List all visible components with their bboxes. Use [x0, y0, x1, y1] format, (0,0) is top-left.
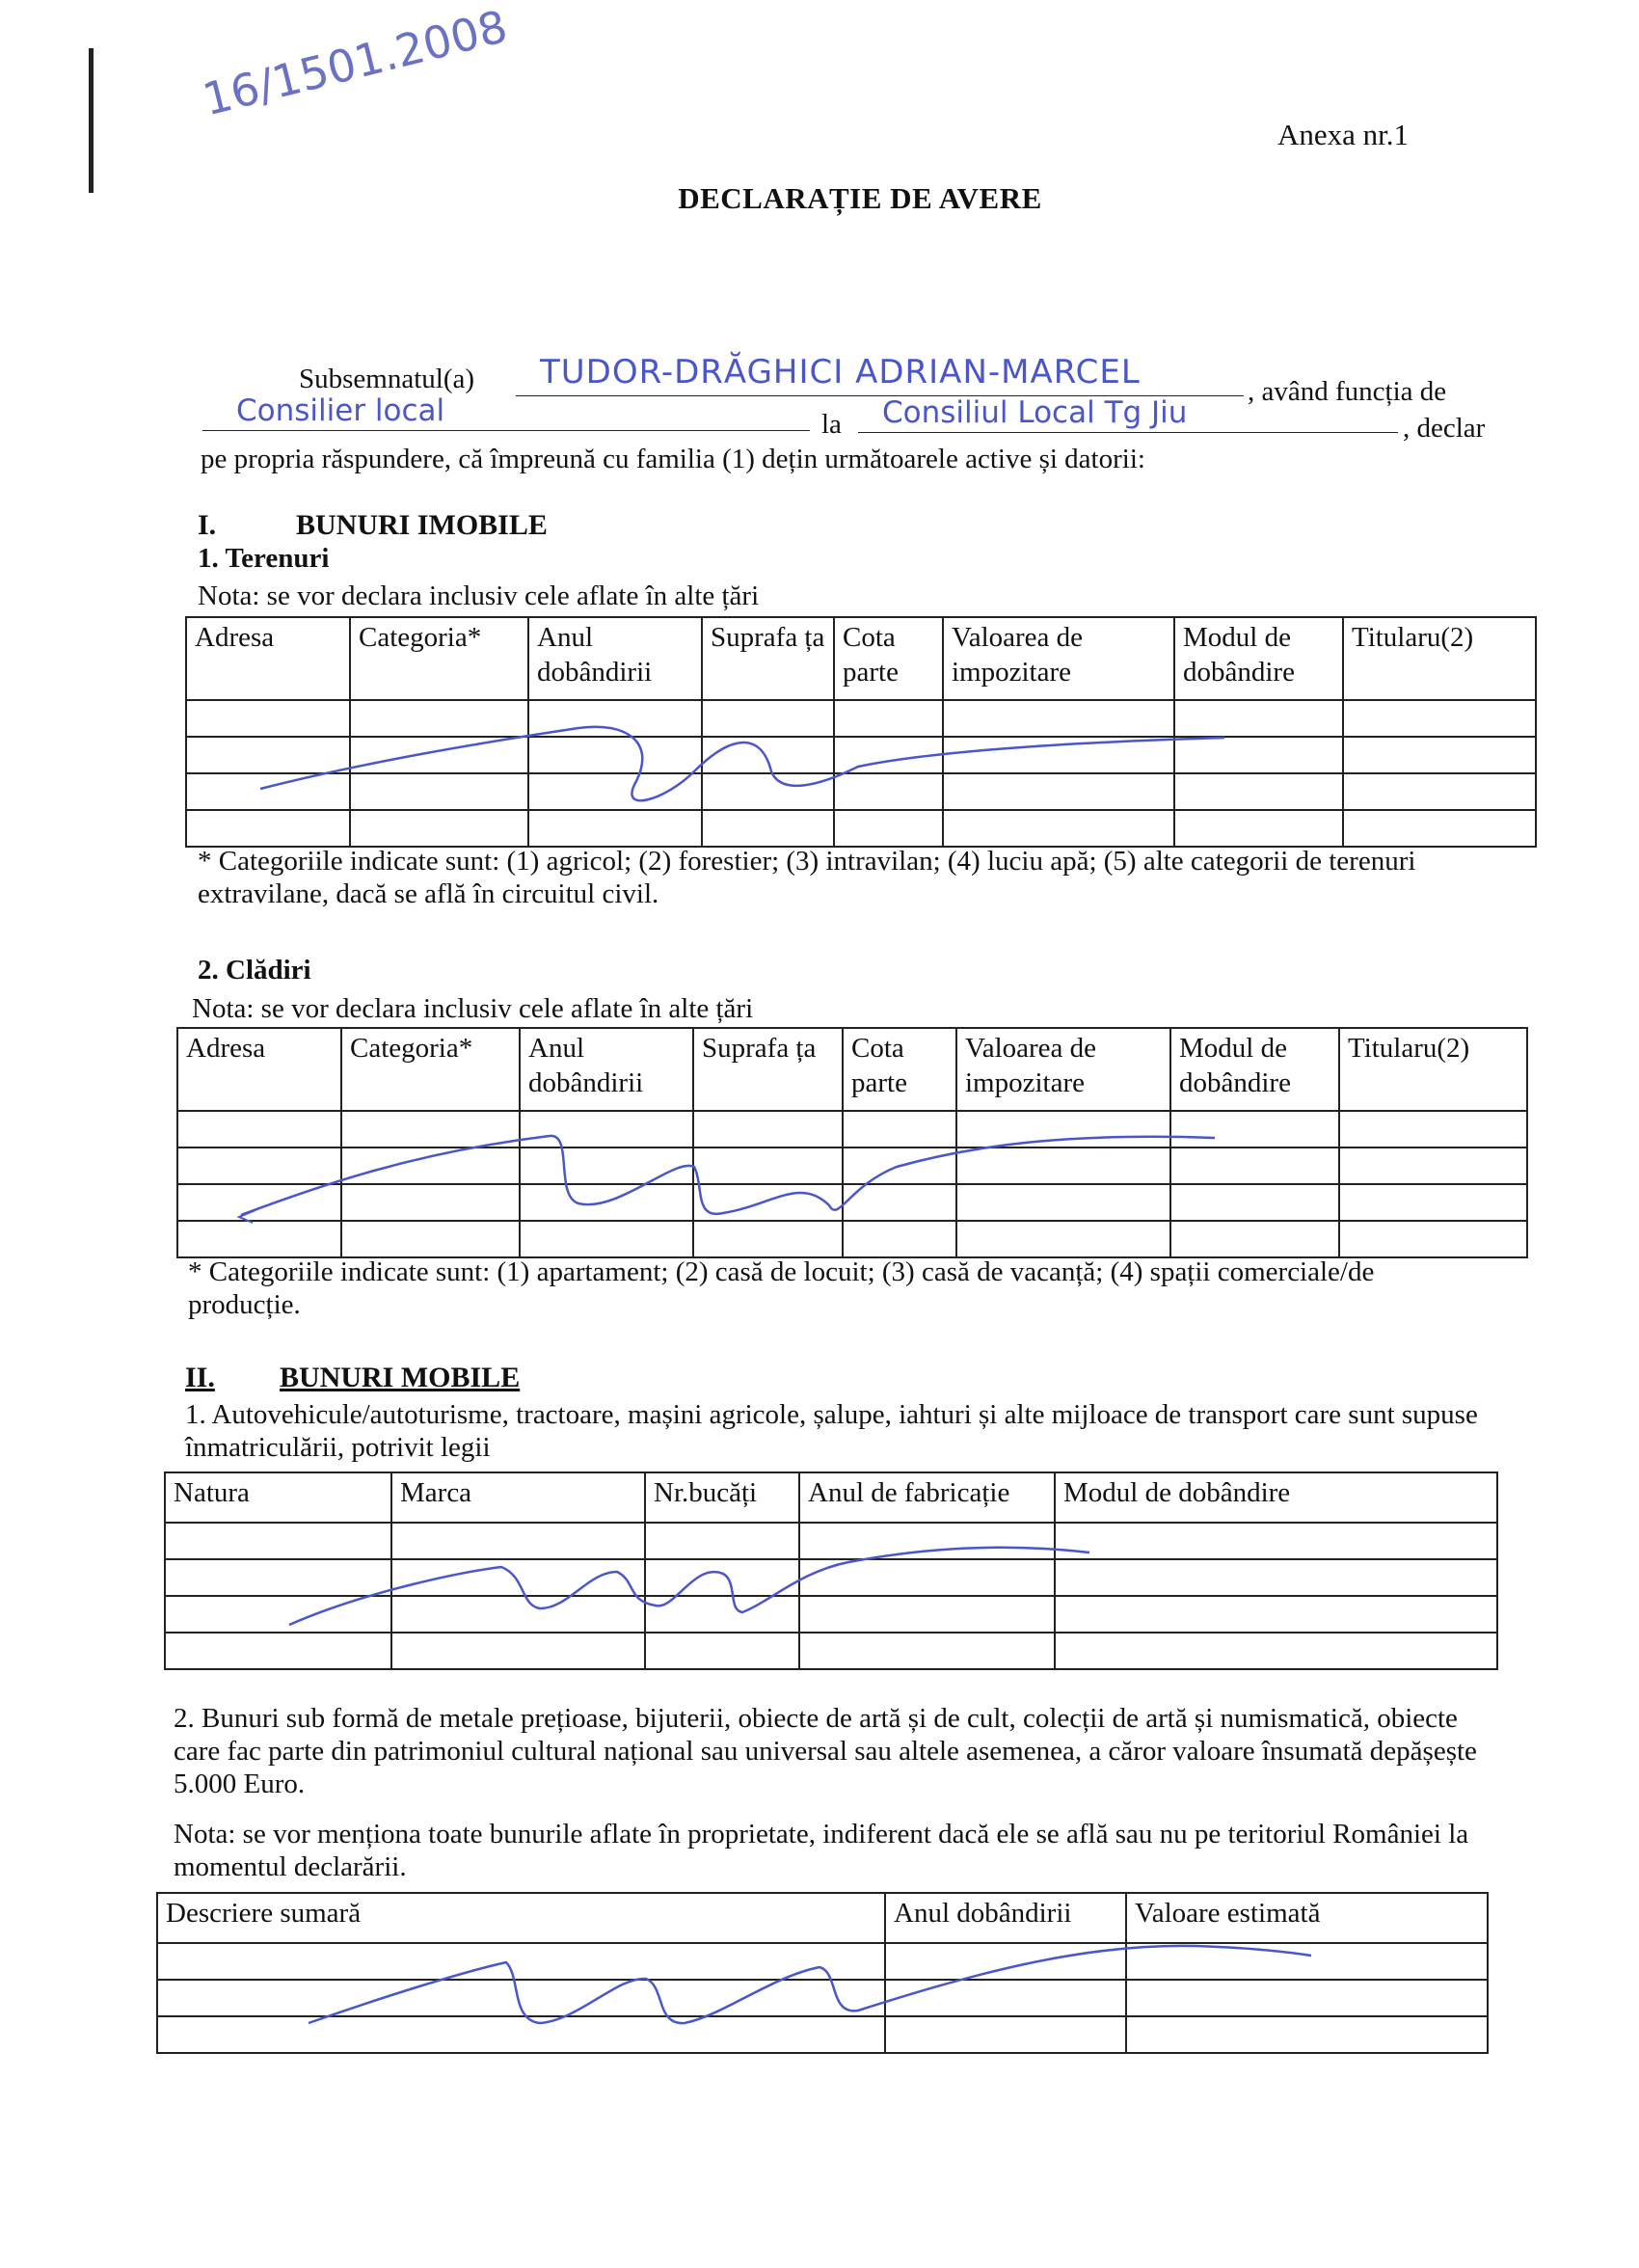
declar-label: , declar	[1403, 413, 1486, 444]
section2-number: II.	[185, 1362, 215, 1393]
col-modul-dobandire: Modul de dobândire	[1055, 1472, 1497, 1523]
institution-value: Consiliul Local Tg Jiu	[882, 395, 1188, 430]
avand-label: , având funcția de	[1248, 376, 1447, 407]
statement: pe propria răspundere, că împreună cu familia (1) dețin următoarele active și datorii:	[201, 444, 1145, 474]
section1-number: I.	[198, 509, 217, 541]
vehicule-title: 1. Autovehicule/autoturisme, tractoare, mașini agricole, șalupe, iahturi și alte mijloace de transport care sunt supuse înmatriculării, potrivit legii	[185, 1399, 1478, 1463]
name-value: TUDOR-DRĂGHICI ADRIAN-MARCEL	[540, 353, 1141, 392]
col-suprafata: Suprafa ța	[693, 1028, 843, 1111]
col-modul: Modul de dobândire	[1170, 1028, 1339, 1111]
col-categoria: Categoria*	[350, 617, 528, 700]
col-cota: Cota parte	[843, 1028, 956, 1111]
section2-title: BUNURI MOBILE	[280, 1362, 521, 1393]
col-valoarea: Valoarea de impozitare	[943, 617, 1174, 700]
col-modul: Modul de dobândire	[1174, 617, 1343, 700]
function-value: Consilier local	[236, 393, 445, 428]
col-adresa: Adresa	[177, 1028, 341, 1111]
terenuri-note: Nota: se vor declara inclusiv cele aflate în alte țări	[198, 580, 760, 611]
col-anul: Anul dobândirii	[528, 617, 702, 700]
col-nr-bucati: Nr.bucăți	[645, 1472, 799, 1523]
bunuri-title: 2. Bunuri sub formă de metale prețioase, bijuterii, obiecte de artă și de cult, colecții de artă și numismatică, obiecte care fac parte din patrimoniul cultural național sau universal sau altele asemenea, a căror valoare însumată depășește 5.000 Euro.	[174, 1703, 1477, 1799]
col-adresa: Adresa	[186, 617, 350, 700]
col-anul: Anul dobândirii	[520, 1028, 693, 1111]
bunuri-note: Nota: se vor menționa toate bunurile aflate în proprietate, indiferent dacă ele se află sau nu pe teritoriul României la momentul declarării.	[174, 1819, 1469, 1882]
col-marca: Marca	[391, 1472, 645, 1523]
col-valoare-estimata: Valoare estimată	[1126, 1893, 1488, 1943]
subsemnatul-label: Subsemnatul(a)	[299, 364, 475, 394]
cladiri-title: 2. Clădiri	[198, 955, 311, 986]
col-suprafata: Suprafa ța	[702, 617, 834, 700]
section1-title: BUNURI IMOBILE	[296, 509, 548, 541]
annex-label: Anexa nr.1	[1277, 118, 1410, 151]
col-cota: Cota parte	[834, 617, 943, 700]
col-valoarea: Valoarea de impozitare	[956, 1028, 1170, 1111]
page-title: DECLARAȚIE DE AVERE	[678, 181, 1042, 215]
terenuri-footnote: * Categoriile indicate sunt: (1) agricol; (2) forestier; (3) intravilan; (4) luciu apă; (5) alte categorii de terenuri extravilane, dacă se află în circuitul civil.	[198, 846, 1416, 909]
cladiri-footnote: * Categoriile indicate sunt: (1) apartament; (2) casă de locuit; (3) casă de vacanță; (4) spații comerciale/de producție.	[188, 1256, 1375, 1320]
col-natura: Natura	[165, 1472, 391, 1523]
col-anul-dobandirii: Anul dobândirii	[885, 1893, 1126, 1943]
col-titular: Titularu(2)	[1339, 1028, 1527, 1111]
col-anul-fabricatie: Anul de fabricație	[799, 1472, 1055, 1523]
la-label: la	[821, 409, 842, 440]
col-descriere: Descriere sumară	[157, 1893, 885, 1943]
cladiri-note: Nota: se vor declara inclusiv cele aflate în alte țări	[192, 993, 754, 1024]
date-stamp: 16/1501.2008	[198, 0, 513, 126]
col-titular: Titularu(2)	[1343, 617, 1536, 700]
terenuri-title: 1. Terenuri	[198, 543, 330, 574]
col-categoria: Categoria*	[341, 1028, 520, 1111]
